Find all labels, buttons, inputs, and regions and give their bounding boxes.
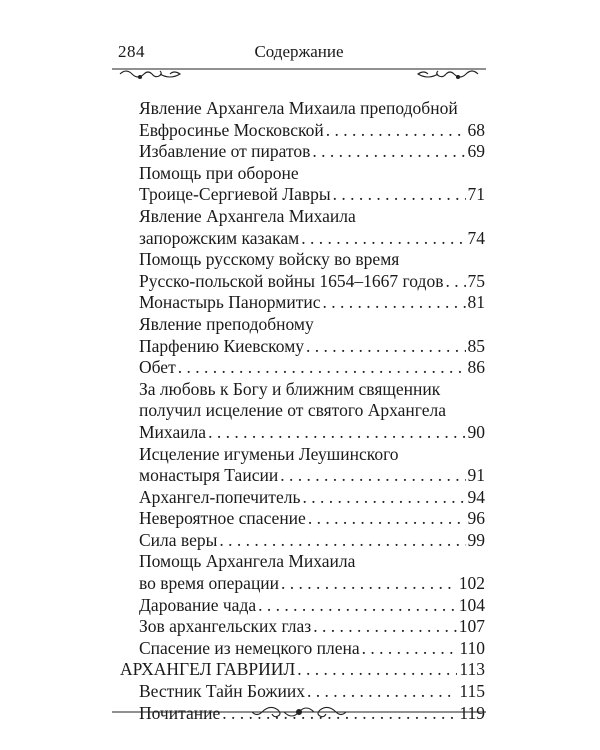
toc-entry	[139, 206, 485, 249]
toc-entry-title-line: Помощь русскому войску во время	[139, 249, 400, 270]
toc-entry-page-number: 102	[458, 573, 485, 594]
toc-entry-row	[139, 530, 485, 552]
toc-entry-title-line: Избавление от пиратов	[139, 141, 311, 162]
toc-entry-page-number: 69	[467, 141, 485, 162]
footer-ornament	[112, 698, 486, 728]
toc-entry	[139, 292, 485, 314]
toc-entry-title-line: Помощь Архангела Михаила	[139, 551, 356, 572]
toc-entry-row	[139, 508, 485, 530]
table-of-contents	[120, 98, 485, 724]
toc-entry	[139, 98, 485, 141]
toc-entry-page-number: 75	[467, 270, 485, 291]
toc-entry-title-line: Невероятное спасение	[139, 508, 306, 529]
toc-entry-title-line: Троице-Сергиевой Лавры	[139, 184, 331, 205]
toc-entry-page-number: 113	[459, 659, 485, 680]
dot-leader	[312, 141, 465, 163]
dot-leader	[280, 465, 465, 487]
toc-entry-row	[139, 292, 485, 314]
toc-entry-title-line: Михаила	[139, 421, 207, 442]
toc-entry	[139, 249, 485, 292]
toc-entry	[139, 357, 485, 379]
toc-entry-page-number: 90	[467, 421, 485, 442]
toc-entry-title-line: Исцеление игуменьи Леушинского	[139, 443, 399, 464]
toc-entry-title-line: Сила веры	[139, 529, 218, 550]
toc-entry-title-line: Явление Архангела Михаила преподобной	[139, 98, 458, 118]
toc-entry-row	[139, 638, 485, 660]
toc-entry-row	[139, 228, 485, 250]
toc-entry-page-number: 74	[467, 227, 485, 248]
toc-entry	[139, 595, 485, 617]
toc-entry-row	[139, 120, 485, 142]
toc-entry-page-number: 104	[458, 594, 485, 615]
toc-entry-page-number: 68	[467, 119, 485, 140]
toc-entry	[139, 314, 485, 357]
toc-entry-title-line: получил исцеление от святого Архангела	[139, 400, 446, 421]
header-ornament	[112, 60, 486, 96]
toc-entry-title-line: Дарование чада	[139, 594, 257, 615]
toc-entry	[139, 444, 485, 487]
dot-leader	[178, 357, 466, 379]
toc-entry	[139, 163, 485, 206]
toc-entry-page-number: 96	[467, 508, 485, 529]
toc-entry-title-line: Монастырь Панормитис	[139, 292, 321, 313]
toc-entry	[139, 379, 485, 444]
toc-entry-page-number: 94	[467, 486, 485, 507]
toc-entry-title-line: Вестник Тайн Божиих	[139, 681, 305, 702]
toc-entry-row	[139, 357, 485, 379]
toc-entry-title-line: монастыря Таисии	[139, 465, 279, 486]
dot-leader	[258, 595, 457, 617]
toc-entry-row	[139, 422, 485, 444]
toc-entry-page-number: 85	[467, 335, 485, 356]
dot-leader	[362, 638, 458, 660]
toc-entry-title-line: Спасение из немецкого плена	[139, 637, 360, 658]
toc-entry-title-line: Евфросинье Московской	[139, 119, 324, 140]
toc-entry-title-line: Помощь при обороне	[139, 162, 299, 183]
dot-leader	[445, 271, 465, 293]
toc-entry	[139, 141, 485, 163]
toc-entry-page-number: 71	[467, 184, 485, 205]
toc-entry-page-number: 115	[459, 681, 485, 702]
toc-entry-row	[139, 336, 485, 358]
toc-entry-page-number: 107	[458, 616, 485, 637]
toc-entry-page-number: 86	[467, 357, 485, 378]
toc-entry-row	[139, 595, 485, 617]
toc-entry	[139, 487, 485, 509]
toc-entry-row	[120, 659, 485, 681]
toc-entry-title-line: запорожским казакам	[139, 227, 300, 248]
toc-entry	[139, 616, 485, 638]
toc-entry-title-line: Парфению Киевскому	[139, 335, 305, 356]
toc-entry-row	[139, 141, 485, 163]
running-title: Содержание	[254, 42, 344, 61]
toc-entry-title-line: Зов архангельских глаз	[139, 616, 312, 637]
toc-entry-page-number: 119	[459, 702, 485, 723]
toc-entry-row	[139, 573, 485, 595]
dot-leader	[306, 336, 465, 358]
toc-entry-title-line: Явление Архангела Михаила	[139, 205, 356, 226]
dot-leader	[208, 422, 465, 444]
dot-leader	[308, 508, 466, 530]
toc-entry-row	[139, 465, 485, 487]
toc-entry-title-line: Почитание	[139, 702, 221, 723]
dot-leader	[301, 228, 465, 250]
dot-leader	[323, 292, 466, 314]
toc-entry	[139, 638, 485, 660]
toc-entry-title-line: АРХАНГЕЛ ГАВРИИЛ	[120, 659, 296, 680]
dot-leader	[313, 616, 457, 638]
toc-entry-title-line: Явление преподобному	[139, 313, 314, 334]
toc-entry	[139, 530, 485, 552]
toc-chapter-entry	[120, 659, 485, 681]
toc-entry-row	[139, 487, 485, 509]
dot-leader	[333, 184, 466, 206]
toc-entry-page-number: 99	[467, 529, 485, 550]
toc-entry-page-number: 91	[467, 465, 485, 486]
dot-leader	[219, 530, 465, 552]
toc-entry-page-number: 110	[459, 637, 485, 658]
toc-entry-title-line: Архангел-попечитель	[139, 486, 301, 507]
toc-entry-row	[139, 184, 485, 206]
page-number: 284	[118, 42, 145, 61]
toc-entry-title-line: Русско-польской войны 1654–1667 годов	[139, 270, 444, 291]
dot-leader	[326, 120, 466, 142]
toc-entry-title-line: За любовь к Богу и ближним священник	[139, 378, 441, 399]
toc-entry-row	[139, 616, 485, 638]
toc-entry	[139, 508, 485, 530]
toc-entry-title-line: Обет	[139, 357, 176, 378]
toc-entry-title-line: во время операции	[139, 573, 280, 594]
dot-leader	[302, 487, 465, 509]
dot-leader	[297, 659, 457, 681]
toc-entry	[139, 551, 485, 594]
dot-leader	[281, 573, 457, 595]
toc-entry-row	[139, 271, 485, 293]
toc-entry-page-number: 81	[467, 292, 485, 313]
